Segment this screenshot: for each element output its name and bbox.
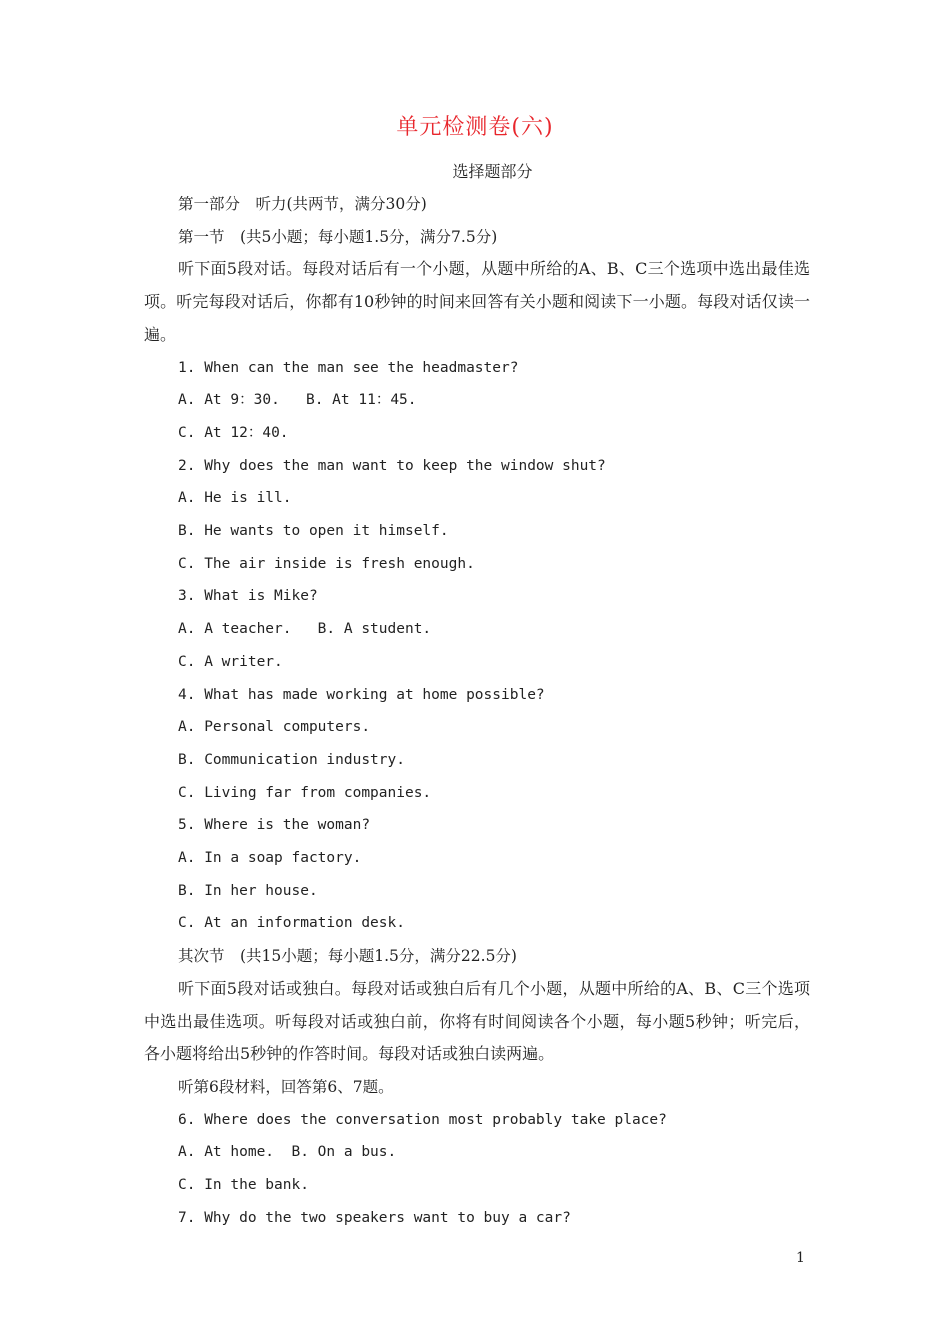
question-3: 3. What is Mike? xyxy=(178,588,318,605)
question-1-option-c: C. At 12：40. xyxy=(178,424,289,441)
instructions-paragraph: 听下面5段对话。每段对话后有一个小题，从题中所给的A、B、C三个选项中选出最佳选项。听完每段对话后，你都有10秒钟的时间来回答有关小题和阅读下一小题。每段对话仅读一遍。 xyxy=(144,259,810,344)
question-5-option-a: A. In a soap factory. xyxy=(178,850,362,867)
question-5: 5. Where is the woman? xyxy=(178,817,371,834)
question-7: 7. Why do the two speakers want to buy a car? xyxy=(178,1209,571,1226)
question-2-option-a: A. He is ill. xyxy=(178,490,292,507)
section-heading: 第一节 (共5小题；每小题1.5分，满分7.5分) xyxy=(178,227,498,246)
document-body xyxy=(144,188,810,1235)
question-5-option-b: B. In her house. xyxy=(178,882,318,899)
question-4-option-a: A. Personal computers. xyxy=(178,719,371,736)
question-6-option-c: C. In the bank. xyxy=(178,1177,309,1194)
question-6: 6. Where does the conversation most probably take place? xyxy=(178,1111,667,1128)
instructions-paragraph: 听下面5段对话或独白。每段对话或独白后有几个小题，从题中所给的A、B、C三个选项中选出最佳选项。听每段对话或独白前，你将有时间阅读各个小题，每小题5秒钟；听完后，各小题将给出5秒钟的作答时间。每段对话或独白读两遍。 xyxy=(144,978,810,1064)
document-title: 单元检测卷(六) xyxy=(396,115,554,140)
question-4: 4. What has made working at home possible? xyxy=(178,686,545,703)
question-1: 1. When can the man see the headmaster? xyxy=(178,359,519,376)
question-3-options-ab: A. A teacher. B. A student. xyxy=(178,621,432,638)
question-2: 2. Why does the man want to keep the window shut? xyxy=(178,457,606,474)
section-heading: 其次节 (共15小题；每小题1.5分，满分22.5分) xyxy=(178,947,517,966)
document-subtitle: 选择题部分 xyxy=(452,162,533,181)
question-3-option-c: C. A writer. xyxy=(178,653,283,670)
page-number: 1 xyxy=(796,1250,805,1266)
question-2-option-b: B. He wants to open it himself. xyxy=(178,523,449,540)
question-4-option-b: B. Communication industry. xyxy=(178,751,405,768)
question-5-option-c: C. At an information desk. xyxy=(178,915,405,932)
material-heading: 听第6段材料，回答第6、7题。 xyxy=(178,1077,394,1096)
part-heading: 第一部分 听力(共两节，满分30分) xyxy=(178,195,427,213)
question-1-options-ab: A. At 9：30. B. At 11：45. xyxy=(178,392,417,409)
question-6-options-ab: A. At home. B. On a bus. xyxy=(178,1144,397,1161)
question-2-option-c: C. The air inside is fresh enough. xyxy=(178,555,475,572)
question-4-option-c: C. Living far from companies. xyxy=(178,784,432,801)
